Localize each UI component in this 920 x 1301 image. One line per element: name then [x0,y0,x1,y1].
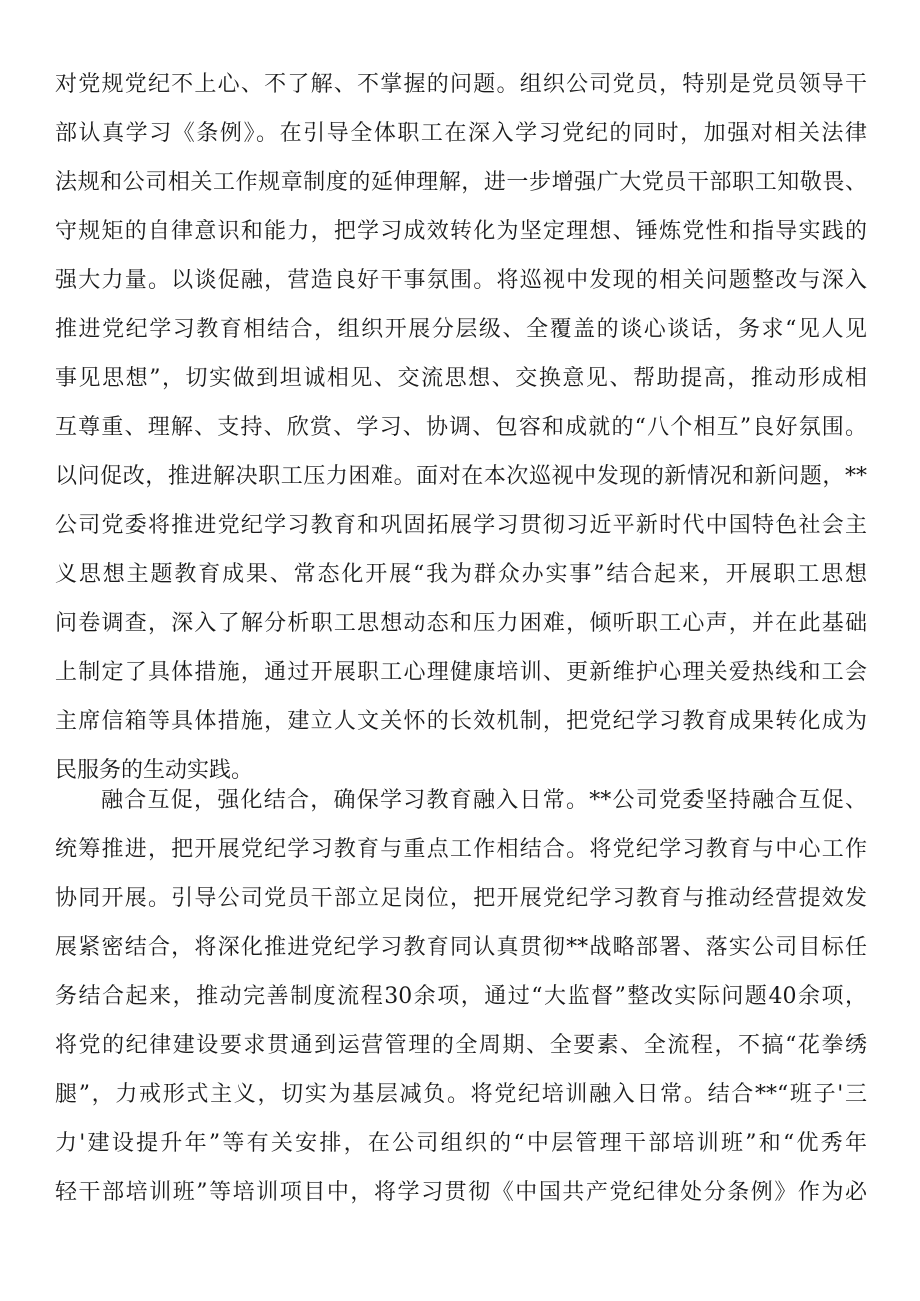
paragraph-line: 腿”，力戒形式主义，切实为基层减负。将党纪培训融入日常。结合**“班子'三 [55,1082,867,1107]
paragraph-line: 统筹推进，把开展党纪学习教育与重点工作相结合。将党纪学习教育与中心工作 [55,837,867,862]
paragraph-line: 部认真学习《条例》。在引导全体职工在深入学习党纪的同时，加强对相关法律 [55,121,867,146]
paragraph-line: 守规矩的自律意识和能力，把学习成效转化为坚定理想、锤炼党性和指导实践的 [55,219,867,244]
paragraph-line: 民服务的生动实践。 [55,758,254,783]
paragraph-line: 将党的纪律建设要求贯通到运营管理的全周期、全要素、全流程，不搞“花拳绣 [55,1033,867,1058]
paragraph-line: 互尊重、理解、支持、欣赏、学习、协调、包容和成就的“八个相互”良好氛围。 [55,415,867,440]
paragraph-line: 义思想主题教育成果、常态化开展“我为群众办实事”结合起来，开展职工思想 [55,562,867,587]
paragraph-line: 务结合起来，推动完善制度流程30余项，通过“大监督”整改实际问题40余项， [55,984,867,1009]
paragraph-line: 融合互促，强化结合，确保学习教育融入日常。**公司党委坚持融合互促、 [101,788,867,813]
paragraph-line: 轻干部培训班”等培训项目中，将学习贯彻《中国共产党纪律处分条例》作为必 [55,1180,867,1205]
paragraph-line: 公司党委将推进党纪学习教育和巩固拓展学习贯彻习近平新时代中国特色社会主 [55,513,867,538]
paragraph-1 [55,60,867,795]
paragraph-line: 问卷调查，深入了解分析职工思想动态和压力困难，倾听职工心声，并在此基础 [55,611,867,636]
paragraph-line: 事见思想”，切实做到坦诚相见、交流思想、交换意见、帮助提高，推动形成相 [55,366,867,391]
paragraph-line: 上制定了具体措施，通过开展职工心理健康培训、更新维护心理关爱热线和工会 [55,660,867,685]
paragraph-line: 主席信箱等具体措施，建立人文关怀的长效机制，把党纪学习教育成果转化成为 [55,709,867,734]
paragraph-line: 法规和公司相关工作规章制度的延伸理解，进一步增强广大党员干部职工知敬畏、 [55,170,867,195]
paragraph-line: 展紧密结合，将深化推进党纪学习教育同认真贯彻**战略部署、落实公司目标任 [55,935,867,960]
paragraph-line: 强大力量。以谈促融，营造良好干事氛围。将巡视中发现的相关问题整改与深入 [55,268,867,293]
paragraph-line: 对党规党纪不上心、不了解、不掌握的问题。组织公司党员，特别是党员领导干 [55,72,867,97]
paragraph-line: 协同开展。引导公司党员干部立足岗位，把开展党纪学习教育与推动经营提效发 [55,886,867,911]
paragraph-line: 以问促改，推进解决职工压力困难。面对在本次巡视中发现的新情况和新问题，** [55,464,867,489]
paragraph-line: 推进党纪学习教育相结合，组织开展分层级、全覆盖的谈心谈话，务求“见人见 [55,317,867,342]
paragraph-line: 力'建设提升年”等有关安排，在公司组织的“中层管理干部培训班”和“优秀年 [55,1131,867,1156]
paragraph-2 [55,776,867,1217]
